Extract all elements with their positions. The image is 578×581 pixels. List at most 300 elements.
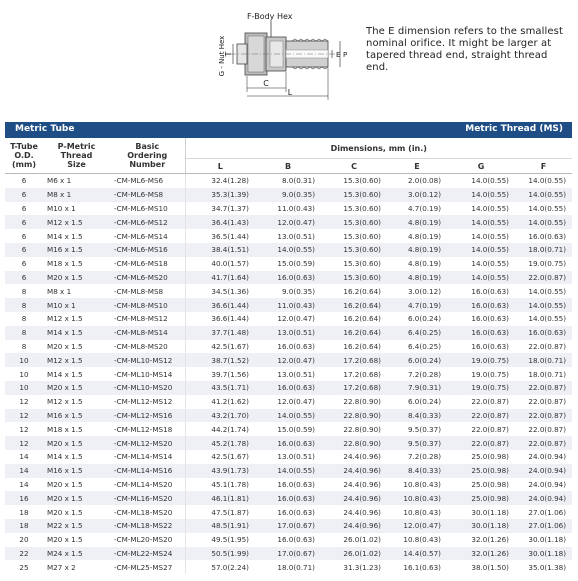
cell-thread-size: M20 x 1.5 bbox=[47, 535, 83, 545]
cell-e: 6.4(0.25) bbox=[407, 341, 441, 351]
cell-g: 38.0(1.50) bbox=[471, 562, 509, 572]
table-row bbox=[5, 353, 572, 367]
table-row bbox=[5, 229, 572, 243]
cell-l: 39.7(1.56) bbox=[185, 367, 255, 381]
cell-f: 19.0(0.75) bbox=[528, 259, 567, 269]
table-row bbox=[5, 464, 572, 478]
cell-g: 25.0(0.98) bbox=[471, 479, 509, 489]
cell-g: 25.0(0.98) bbox=[471, 452, 509, 462]
cell-ordering-number: -CM-ML8-MS12 bbox=[114, 314, 168, 324]
cell-c: 16.2(0.64) bbox=[343, 314, 381, 324]
cell-c: 15.3(0.60) bbox=[343, 231, 381, 241]
cell-e: 4.7(0.19) bbox=[387, 298, 447, 312]
cell-tube-od: 6 bbox=[21, 203, 27, 213]
fbody-hex-label: F-Body Hex bbox=[247, 12, 293, 21]
table-row bbox=[5, 395, 572, 409]
cell-b: 16.0(0.63) bbox=[255, 491, 321, 505]
cell-b: 8.0(0.31) bbox=[281, 176, 315, 186]
cell-thread-size: M24 x 1.5 bbox=[43, 547, 110, 561]
cell-tube-od: 20 bbox=[19, 535, 29, 545]
cell-e: 6.0(0.24) bbox=[407, 314, 441, 324]
cell-f: 14.0(0.55) bbox=[528, 314, 567, 324]
header-ordering-number: Basic Ordering Number bbox=[110, 138, 185, 174]
cell-l: 41.2(1.62) bbox=[185, 395, 255, 409]
header-dimensions: Dimensions, mm (in.) bbox=[185, 138, 572, 159]
cell-c: 24.4(0.96) bbox=[343, 479, 381, 489]
header-col-f: F bbox=[515, 159, 572, 174]
header-col-l: L bbox=[185, 159, 255, 174]
cell-e: 10.8(0.43) bbox=[403, 535, 441, 545]
table-row bbox=[5, 243, 572, 257]
p-dim-label: P bbox=[343, 51, 348, 59]
table-row bbox=[5, 340, 572, 354]
dimensions-table bbox=[5, 138, 572, 574]
cell-ordering-number: -CM-ML18-MS22 bbox=[110, 519, 185, 533]
cell-thread-size: M14 x 1.5 bbox=[47, 231, 83, 241]
table-row bbox=[5, 188, 572, 202]
cell-l: 45.1(1.78) bbox=[185, 478, 255, 492]
cell-c: 24.4(0.96) bbox=[343, 507, 381, 517]
cell-thread-size: M10 x 1 bbox=[43, 298, 110, 312]
cell-e: 10.8(0.43) bbox=[387, 491, 447, 505]
cell-thread-size: M12 x 1.5 bbox=[47, 397, 83, 407]
cell-thread-size: M14 x 1.5 bbox=[43, 326, 110, 340]
cell-thread-size: M8 x 1 bbox=[47, 286, 72, 296]
cell-f: 24.0(0.94) bbox=[515, 491, 572, 505]
cell-e: 6.0(0.24) bbox=[407, 397, 441, 407]
cell-thread-size: M16 x 1.5 bbox=[43, 409, 110, 423]
cell-e: 3.0(0.12) bbox=[387, 188, 447, 202]
cell-b: 12.0(0.47) bbox=[255, 215, 321, 229]
cell-g: 14.0(0.55) bbox=[447, 271, 515, 285]
cell-thread-size: M20 x 1.5 bbox=[47, 507, 83, 517]
cell-g: 14.0(0.55) bbox=[447, 243, 515, 257]
cell-b: 16.0(0.63) bbox=[255, 381, 321, 395]
cell-f: 30.0(1.18) bbox=[515, 547, 572, 561]
cell-b: 12.0(0.47) bbox=[277, 397, 315, 407]
cell-l: 38.4(1.51) bbox=[185, 243, 255, 257]
cell-l: 41.7(1.64) bbox=[185, 271, 255, 285]
cell-ordering-number: -CM-ML8-MS14 bbox=[110, 326, 185, 340]
cell-l: 38.7(1.52) bbox=[185, 353, 255, 367]
cell-c: 26.0(1.02) bbox=[321, 547, 387, 561]
cell-b: 14.0(0.55) bbox=[255, 464, 321, 478]
cell-g: 19.0(0.75) bbox=[471, 369, 509, 379]
cell-g: 16.0(0.63) bbox=[471, 314, 509, 324]
cell-e: 4.8(0.19) bbox=[387, 215, 447, 229]
cell-f: 27.0(1.06) bbox=[515, 519, 572, 533]
cell-thread-size: M18 x 1.5 bbox=[47, 424, 83, 434]
metric-tube-title: Metric Tube bbox=[15, 124, 75, 134]
cell-tube-od: 6 bbox=[5, 243, 43, 257]
cell-tube-od: 18 bbox=[19, 507, 29, 517]
cell-b: 11.0(0.43) bbox=[277, 203, 315, 213]
cell-tube-od: 6 bbox=[21, 259, 27, 269]
cell-e: 12.0(0.47) bbox=[387, 519, 447, 533]
cell-tube-od: 8 bbox=[21, 286, 27, 296]
table-row bbox=[5, 215, 572, 229]
cell-tube-od: 14 bbox=[19, 479, 29, 489]
table-row bbox=[5, 367, 572, 381]
cell-e: 4.8(0.19) bbox=[407, 259, 441, 269]
header-tube-od: T-Tube O.D. (mm) bbox=[5, 138, 43, 174]
cell-f: 14.0(0.55) bbox=[515, 215, 572, 229]
cell-ordering-number: -CM-ML18-MS20 bbox=[114, 507, 173, 517]
cell-thread-size: M14 x 1.5 bbox=[47, 369, 83, 379]
cell-b: 17.0(0.67) bbox=[255, 547, 321, 561]
cell-g: 14.0(0.55) bbox=[447, 215, 515, 229]
cell-f: 18.0(0.71) bbox=[515, 353, 572, 367]
cell-l: 43.2(1.70) bbox=[185, 409, 255, 423]
cell-thread-size: M10 x 1 bbox=[47, 203, 76, 213]
header-col-g: G bbox=[447, 159, 515, 174]
cell-l: 36.6(1.44) bbox=[185, 298, 255, 312]
cell-tube-od: 22 bbox=[5, 547, 43, 561]
cell-c: 17.2(0.68) bbox=[343, 369, 381, 379]
cell-tube-od: 14 bbox=[19, 452, 29, 462]
header-thread-size: P-Metric Thread Size bbox=[43, 138, 110, 174]
cell-f: 24.0(0.94) bbox=[528, 452, 567, 462]
cell-b: 14.0(0.55) bbox=[255, 409, 321, 423]
cell-tube-od: 8 bbox=[5, 326, 43, 340]
cell-g: 16.0(0.63) bbox=[447, 326, 515, 340]
cell-g: 19.0(0.75) bbox=[447, 353, 515, 367]
cell-tube-od: 6 bbox=[5, 188, 43, 202]
cell-l: 42.5(1.67) bbox=[185, 340, 255, 354]
cell-tube-od: 10 bbox=[5, 353, 43, 367]
cell-g: 22.0(0.87) bbox=[447, 409, 515, 423]
cell-tube-od: 12 bbox=[5, 436, 43, 450]
cell-g: 25.0(0.98) bbox=[447, 464, 515, 478]
cell-g: 16.0(0.63) bbox=[447, 298, 515, 312]
cell-e: 7.2(0.28) bbox=[407, 369, 441, 379]
cell-thread-size: M16 x 1.5 bbox=[43, 464, 110, 478]
table-row bbox=[5, 547, 572, 561]
table-row bbox=[5, 174, 572, 188]
cell-tube-od: 25 bbox=[19, 562, 29, 572]
cell-c: 31.3(1.23) bbox=[343, 562, 381, 572]
table-row bbox=[5, 491, 572, 505]
cell-c: 22.8(0.90) bbox=[343, 424, 381, 434]
e-dim-label: E bbox=[336, 51, 341, 59]
table-row bbox=[5, 271, 572, 285]
table-row bbox=[5, 436, 572, 450]
cell-l: 34.7(1.37) bbox=[185, 202, 255, 216]
cell-ordering-number: -CM-ML12-MS16 bbox=[110, 409, 185, 423]
cell-l: 42.5(1.67) bbox=[185, 450, 255, 464]
cell-b: 16.0(0.63) bbox=[255, 436, 321, 450]
cell-thread-size: M18 x 1.5 bbox=[47, 259, 83, 269]
cell-f: 22.0(0.87) bbox=[515, 409, 572, 423]
cell-c: 22.8(0.90) bbox=[321, 409, 387, 423]
cell-l: 32.4(1.28) bbox=[185, 174, 255, 188]
table-row bbox=[5, 284, 572, 298]
cell-ordering-number: -CM-ML6-MS18 bbox=[114, 259, 168, 269]
cell-ordering-number: -CM-ML22-MS24 bbox=[110, 547, 185, 561]
header-col-b: B bbox=[255, 159, 321, 174]
cell-l: 46.1(1.81) bbox=[185, 491, 255, 505]
cell-l: 43.9(1.73) bbox=[185, 464, 255, 478]
cell-thread-size: M20 x 1.5 bbox=[47, 479, 83, 489]
cell-e: 16.1(0.63) bbox=[403, 562, 441, 572]
cell-tube-od: 6 bbox=[5, 271, 43, 285]
cell-g: 30.0(1.18) bbox=[447, 519, 515, 533]
cell-g: 14.0(0.55) bbox=[471, 259, 509, 269]
cell-tube-od: 8 bbox=[21, 341, 27, 351]
cell-ordering-number: -CM-ML8-MS8 bbox=[114, 286, 164, 296]
table-row bbox=[5, 381, 572, 395]
cell-l: 40.0(1.57) bbox=[185, 257, 255, 271]
cell-l: 36.4(1.43) bbox=[185, 215, 255, 229]
cell-c: 24.4(0.96) bbox=[321, 464, 387, 478]
header-col-c: C bbox=[321, 159, 387, 174]
header-col-e: E bbox=[387, 159, 447, 174]
cell-f: 30.0(1.18) bbox=[528, 535, 567, 545]
cell-e: 3.0(0.12) bbox=[407, 286, 441, 296]
cell-f: 18.0(0.71) bbox=[515, 243, 572, 257]
table-row bbox=[5, 257, 572, 271]
cell-g: 14.0(0.55) bbox=[471, 203, 509, 213]
cell-b: 16.0(0.63) bbox=[277, 341, 315, 351]
cell-f: 16.0(0.63) bbox=[515, 326, 572, 340]
cell-tube-od: 8 bbox=[21, 314, 27, 324]
cell-b: 11.0(0.43) bbox=[255, 298, 321, 312]
cell-c: 17.2(0.68) bbox=[321, 353, 387, 367]
cell-c: 16.2(0.64) bbox=[343, 286, 381, 296]
cell-e: 6.4(0.25) bbox=[387, 326, 447, 340]
cell-ordering-number: -CM-ML6-MS6 bbox=[114, 176, 164, 186]
cell-ordering-number: -CM-ML6-MS20 bbox=[110, 271, 185, 285]
cell-l: 36.6(1.44) bbox=[185, 312, 255, 326]
cell-e: 14.4(0.57) bbox=[387, 547, 447, 561]
cell-b: 12.0(0.47) bbox=[277, 314, 315, 324]
cell-b: 12.0(0.47) bbox=[255, 353, 321, 367]
cell-e: 6.0(0.24) bbox=[387, 353, 447, 367]
cell-ordering-number: -CM-ML12-MS18 bbox=[114, 424, 173, 434]
cell-ordering-number: -CM-ML6-MS10 bbox=[114, 203, 168, 213]
cell-f: 22.0(0.87) bbox=[528, 397, 567, 407]
cell-f: 35.0(1.38) bbox=[528, 562, 567, 572]
cell-g: 22.0(0.87) bbox=[447, 436, 515, 450]
cell-tube-od: 8 bbox=[5, 298, 43, 312]
cell-c: 15.3(0.60) bbox=[321, 188, 387, 202]
cell-e: 4.8(0.19) bbox=[407, 231, 441, 241]
cell-e: 7.2(0.28) bbox=[407, 452, 441, 462]
cell-b: 16.0(0.63) bbox=[255, 271, 321, 285]
table-row bbox=[5, 202, 572, 216]
cell-ordering-number: -CM-ML12-MS12 bbox=[114, 397, 173, 407]
cell-f: 14.0(0.55) bbox=[528, 176, 567, 186]
cell-ordering-number: -CM-ML6-MS14 bbox=[114, 231, 168, 241]
section-band bbox=[5, 122, 572, 138]
cell-g: 14.0(0.55) bbox=[471, 231, 509, 241]
cell-l: 37.7(1.48) bbox=[185, 326, 255, 340]
cell-b: 13.0(0.51) bbox=[277, 369, 315, 379]
cell-e: 9.5(0.37) bbox=[387, 436, 447, 450]
cell-g: 22.0(0.87) bbox=[471, 424, 509, 434]
cell-e: 4.7(0.19) bbox=[407, 203, 441, 213]
cell-c: 24.4(0.96) bbox=[343, 452, 381, 462]
cell-ordering-number: -CM-ML6-MS8 bbox=[110, 188, 185, 202]
cell-tube-od: 6 bbox=[21, 231, 27, 241]
cell-thread-size: M6 x 1 bbox=[47, 176, 72, 186]
cell-ordering-number: -CM-ML25-MS27 bbox=[114, 562, 173, 572]
cell-l: 47.5(1.87) bbox=[185, 505, 255, 519]
cell-l: 43.5(1.71) bbox=[185, 381, 255, 395]
cell-tube-od: 12 bbox=[19, 397, 29, 407]
table-row bbox=[5, 560, 572, 574]
cell-g: 32.0(1.26) bbox=[471, 535, 509, 545]
cell-f: 22.0(0.87) bbox=[528, 424, 567, 434]
l-dim-label: L bbox=[287, 88, 293, 97]
dimension-note: The E dimension refers to the smallest nominal orifice. It might be larger at tapered thread end, straight thread end. bbox=[366, 26, 563, 73]
cell-g: 14.0(0.55) bbox=[447, 188, 515, 202]
table-body bbox=[5, 174, 572, 575]
cell-thread-size: M20 x 1.5 bbox=[43, 271, 110, 285]
cell-f: 16.0(0.63) bbox=[528, 231, 567, 241]
cell-c: 15.3(0.60) bbox=[343, 259, 381, 269]
cell-thread-size: M16 x 1.5 bbox=[43, 243, 110, 257]
cell-f: 22.0(0.87) bbox=[515, 271, 572, 285]
cell-b: 15.0(0.59) bbox=[277, 259, 315, 269]
cell-c: 17.2(0.68) bbox=[321, 381, 387, 395]
cell-ordering-number: -CM-ML14-MS14 bbox=[114, 452, 173, 462]
table-row bbox=[5, 505, 572, 519]
cell-c: 15.3(0.60) bbox=[321, 243, 387, 257]
cell-ordering-number: -CM-ML8-MS10 bbox=[110, 298, 185, 312]
cell-l: 34.5(1.36) bbox=[185, 284, 255, 298]
cell-tube-od: 12 bbox=[5, 409, 43, 423]
cell-f: 18.0(0.71) bbox=[528, 369, 567, 379]
cell-l: 36.5(1.44) bbox=[185, 229, 255, 243]
fitting-diagram bbox=[0, 0, 578, 118]
cell-tube-od: 10 bbox=[5, 381, 43, 395]
cell-b: 13.0(0.51) bbox=[255, 326, 321, 340]
cell-e: 10.8(0.43) bbox=[403, 507, 441, 517]
cell-e: 2.0(0.08) bbox=[407, 176, 441, 186]
cell-thread-size: M27 x 2 bbox=[47, 562, 76, 572]
cell-ordering-number: -CM-ML10-MS14 bbox=[114, 369, 173, 379]
cell-ordering-number: -CM-ML8-MS20 bbox=[114, 341, 168, 351]
cell-ordering-number: -CM-ML14-MS20 bbox=[114, 479, 173, 489]
cell-tube-od: 6 bbox=[21, 176, 27, 186]
cell-b: 16.0(0.63) bbox=[277, 507, 315, 517]
table-row bbox=[5, 450, 572, 464]
cell-b: 17.0(0.67) bbox=[255, 519, 321, 533]
cell-b: 14.0(0.55) bbox=[255, 243, 321, 257]
cell-f: 22.0(0.87) bbox=[515, 381, 572, 395]
cell-f: 24.0(0.94) bbox=[515, 464, 572, 478]
cell-l: 48.5(1.91) bbox=[185, 519, 255, 533]
cell-f: 14.0(0.55) bbox=[528, 203, 567, 213]
cell-g: 32.0(1.26) bbox=[447, 547, 515, 561]
cell-tube-od: 16 bbox=[5, 491, 43, 505]
cell-e: 4.8(0.19) bbox=[387, 243, 447, 257]
cell-ordering-number: -CM-ML10-MS12 bbox=[110, 353, 185, 367]
cell-c: 16.2(0.64) bbox=[321, 298, 387, 312]
cell-c: 26.0(1.02) bbox=[343, 535, 381, 545]
cell-thread-size: M20 x 1.5 bbox=[43, 381, 110, 395]
cell-thread-size: M14 x 1.5 bbox=[47, 452, 83, 462]
cell-f: 24.0(0.94) bbox=[528, 479, 567, 489]
cell-e: 4.8(0.19) bbox=[387, 271, 447, 285]
nut-hex-label: G - Nut Hex bbox=[218, 35, 226, 77]
cell-g: 16.0(0.63) bbox=[471, 286, 509, 296]
table-row bbox=[5, 478, 572, 492]
cell-f: 14.0(0.55) bbox=[528, 286, 567, 296]
cell-c: 24.4(0.96) bbox=[321, 491, 387, 505]
cell-b: 9.0(0.35) bbox=[255, 188, 321, 202]
cell-g: 16.0(0.63) bbox=[471, 341, 509, 351]
cell-thread-size: M20 x 1.5 bbox=[43, 436, 110, 450]
cell-g: 25.0(0.98) bbox=[447, 491, 515, 505]
t-dim-label: T bbox=[224, 51, 233, 57]
table-row bbox=[5, 326, 572, 340]
table-row bbox=[5, 409, 572, 423]
cell-f: 14.0(0.55) bbox=[515, 298, 572, 312]
cell-e: 10.8(0.43) bbox=[403, 479, 441, 489]
cell-ordering-number: -CM-ML16-MS20 bbox=[110, 491, 185, 505]
cell-g: 30.0(1.18) bbox=[471, 507, 509, 517]
cell-thread-size: M20 x 1.5 bbox=[47, 341, 83, 351]
c-dim-label: C bbox=[263, 79, 269, 88]
cell-b: 13.0(0.51) bbox=[277, 452, 315, 462]
cell-l: 44.2(1.74) bbox=[185, 422, 255, 436]
cell-ordering-number: -CM-ML20-MS20 bbox=[114, 535, 173, 545]
cell-c: 24.4(0.96) bbox=[321, 519, 387, 533]
cell-thread-size: M12 x 1.5 bbox=[43, 215, 110, 229]
cell-b: 15.0(0.59) bbox=[277, 424, 315, 434]
table-row bbox=[5, 519, 572, 533]
cell-c: 15.3(0.60) bbox=[343, 203, 381, 213]
cell-thread-size: M12 x 1.5 bbox=[43, 353, 110, 367]
cell-ordering-number: -CM-ML12-MS20 bbox=[110, 436, 185, 450]
cell-ordering-number: -CM-ML14-MS16 bbox=[110, 464, 185, 478]
cell-l: 50.5(1.99) bbox=[185, 547, 255, 561]
cell-tube-od: 6 bbox=[5, 215, 43, 229]
cell-b: 18.0(0.71) bbox=[277, 562, 315, 572]
cell-g: 22.0(0.87) bbox=[471, 397, 509, 407]
cell-b: 13.0(0.51) bbox=[277, 231, 315, 241]
cell-c: 16.2(0.64) bbox=[321, 326, 387, 340]
cell-tube-od: 12 bbox=[19, 424, 29, 434]
cell-tube-od: 18 bbox=[5, 519, 43, 533]
cell-c: 15.3(0.60) bbox=[321, 271, 387, 285]
cell-ordering-number: -CM-ML6-MS16 bbox=[110, 243, 185, 257]
metric-thread-title: Metric Thread (MS) bbox=[465, 124, 563, 134]
table-row bbox=[5, 533, 572, 547]
cell-f: 22.0(0.87) bbox=[528, 341, 567, 351]
cell-f: 14.0(0.55) bbox=[515, 188, 572, 202]
cell-e: 7.9(0.31) bbox=[387, 381, 447, 395]
table-row bbox=[5, 422, 572, 436]
cell-l: 57.0(2.24) bbox=[185, 560, 255, 574]
cell-l: 45.2(1.78) bbox=[185, 436, 255, 450]
cell-thread-size: M22 x 1.5 bbox=[43, 519, 110, 533]
cell-c: 22.8(0.90) bbox=[321, 436, 387, 450]
cell-g: 19.0(0.75) bbox=[447, 381, 515, 395]
cell-ordering-number: -CM-ML10-MS20 bbox=[110, 381, 185, 395]
cell-e: 9.5(0.37) bbox=[407, 424, 441, 434]
cell-e: 8.4(0.33) bbox=[387, 464, 447, 478]
cell-tube-od: 14 bbox=[5, 464, 43, 478]
cell-c: 22.8(0.90) bbox=[343, 397, 381, 407]
cell-c: 15.3(0.60) bbox=[343, 176, 381, 186]
table-row bbox=[5, 298, 572, 312]
cell-e: 8.4(0.33) bbox=[387, 409, 447, 423]
cell-ordering-number: -CM-ML6-MS12 bbox=[110, 215, 185, 229]
cell-f: 27.0(1.06) bbox=[528, 507, 567, 517]
